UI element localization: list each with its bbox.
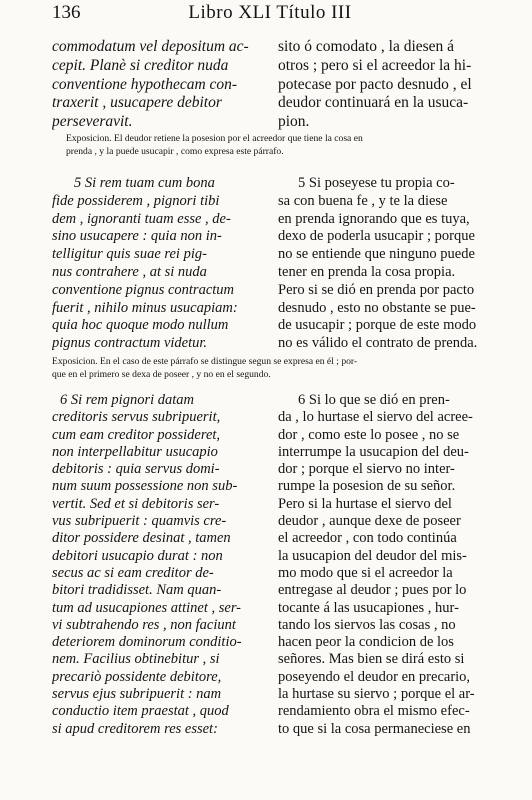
text-line: nus contrahere , at si nuda [52, 263, 207, 280]
text-line: 5 Si poseyese tu propia co- [298, 175, 455, 191]
text-line: da , lo hurtase el siervo del acree- [278, 409, 473, 426]
text-line: tum ad usucapiones attinet , ser- [52, 599, 241, 616]
text-line: si apud creditorem res esset: [52, 720, 218, 737]
text-line: Pero si se dió en prenda por pacto [278, 281, 475, 298]
text-line: sa con buena fe , y te la diese [278, 192, 448, 209]
text-line: dor , como este lo posee , no se [278, 426, 460, 443]
text-line: prenda , y la puede usucapir , como expresa este párrafo. [66, 145, 284, 157]
text-line: to que si la cosa permaneciese en [278, 720, 471, 737]
text-line: rumpe la posesion de su señor. [278, 478, 456, 495]
text-line: dor ; porque el siervo no inter- [278, 461, 455, 478]
text-line: potecase por pacto desnudo , el [278, 75, 472, 93]
spanish-column-2 [278, 175, 490, 353]
running-head: Libro XLI Título III [188, 2, 352, 23]
text-line: señores. Mas bien se dirá esto si [278, 651, 465, 668]
text-line: Exposicion. En el caso de este párrafo se distingue segun se expresa en él ; por- [52, 356, 358, 367]
text-line: nem. Facilius obtinebitur , si [52, 651, 220, 668]
exposicion-note-2 [52, 356, 490, 381]
text-line: otros ; pero si el acreedor la hi- [278, 56, 472, 74]
text-line: 6 Si rem pignori datam [60, 392, 194, 408]
text-line: debitoris : quia servus domi- [52, 461, 220, 478]
text-line: que en el primero se dexa de poseer , y no en el segundo. [52, 368, 271, 380]
text-line: de usucapir ; porque de este modo [278, 317, 477, 334]
text-line: conventione pignus contractum [52, 281, 235, 298]
text-line: vertit. Sed et si debitoris ser- [52, 495, 220, 512]
text-line: quia hoc quoque modo nullum [52, 317, 229, 334]
text-line: perseveravit. [52, 113, 133, 131]
text-line: vi subtrahendo res , non faciunt [52, 616, 236, 633]
text-line: 5 Si rem tuam cum bona [74, 175, 215, 191]
text-line: tocante á las usucapiones , hur- [278, 599, 459, 616]
text-line: commodatum vel depositum ac- [52, 38, 249, 55]
text-line: sito ó comodato , la diesen á [278, 38, 455, 55]
text-line: el acreedor , con todo continúa [278, 530, 457, 547]
text-line: dexo de poderla usucapir ; porque [278, 228, 475, 245]
text-line: poseyendo el deudor en precario, [278, 668, 471, 685]
spanish-column-1 [278, 38, 490, 132]
text-line: mo modo que si el acreedor la [278, 564, 453, 581]
text-line: rendamiento obra el mismo efec- [278, 703, 470, 720]
text-line: vus subripuerit : quamvis cre- [52, 513, 227, 530]
text-line: ditor possidere desinat , tamen [52, 530, 231, 547]
text-line: deteriorem dominorum conditio- [52, 634, 242, 651]
text-line: tener en prenda la cosa propia. [278, 263, 456, 280]
text-line: debitori usucapio durat : non [52, 547, 223, 564]
text-line: deudor , aunque dexe de poseer [278, 513, 461, 530]
text-line: fuerit , nihilo minus usucapiam: [52, 299, 238, 316]
text-line: la hurtase su siervo ; porque el ar- [278, 686, 475, 703]
spanish-column-3 [278, 392, 490, 738]
text-line: dem , ignoranti tuam esse , de- [52, 210, 231, 227]
text-line: secus ac si eam creditor de- [52, 564, 214, 581]
text-line: servus ejus subripuerit : nam [52, 686, 222, 703]
exposicion-note-1 [66, 133, 490, 158]
text-line: precariò possidente debitore, [52, 668, 222, 685]
text-line: la usucapion del deudor del mis- [278, 547, 467, 564]
text-line: fide possiderem , pignori tibi [52, 192, 220, 209]
latin-column-2 [52, 175, 278, 353]
text-line: conventione hypothecam con- [52, 75, 238, 93]
text-line: creditoris servus subripuerit, [52, 409, 221, 426]
text-line: tando los siervos las cosas , no [278, 616, 456, 633]
latin-column-1 [52, 38, 278, 132]
text-line: no es válido el contrato de prenda. [278, 335, 478, 352]
text-line: desnudo , esto no obstante se pue- [278, 299, 476, 316]
latin-column-3 [52, 392, 278, 738]
text-line: Exposicion. El deudor retiene la posesion por el acreedor que tiene la cosa en [66, 133, 363, 144]
text-line: cum eam creditor possideret, [52, 426, 221, 443]
text-line: num suum possessione non sub- [52, 478, 238, 495]
text-line: entregase al deudor ; pues por lo [278, 582, 467, 599]
text-line: bitori tradidisset. Nam quan- [52, 582, 222, 599]
text-line: conductio item praestat , quod [52, 703, 229, 720]
page-number: 136 [52, 2, 81, 23]
text-line: deudor continuará en la usuca- [278, 94, 469, 112]
text-line: traxerit , usucapere debitor [52, 94, 222, 112]
text-line: hacen peor la condicion de los [278, 634, 454, 651]
text-line: interrumpe la usucapion del deu- [278, 443, 469, 460]
text-line: sino usucapere : quia non in- [52, 228, 222, 245]
text-line: Pero si la hurtase el siervo del [278, 495, 452, 512]
text-line: no se entiende que ninguno puede [278, 246, 475, 263]
text-line: 6 Si lo que se dió en pren- [298, 392, 450, 408]
page-header [52, 2, 488, 32]
text-line: pion. [278, 113, 310, 131]
text-line: non interpellabitur usucapio [52, 443, 218, 460]
text-line: en prenda ignorando que es tuya, [278, 210, 470, 227]
text-line: telligitur quis suae rei pig- [52, 246, 207, 263]
text-line: pignus contractum videtur. [52, 335, 208, 352]
text-line: cepit. Planè si creditor nuda [52, 56, 229, 74]
